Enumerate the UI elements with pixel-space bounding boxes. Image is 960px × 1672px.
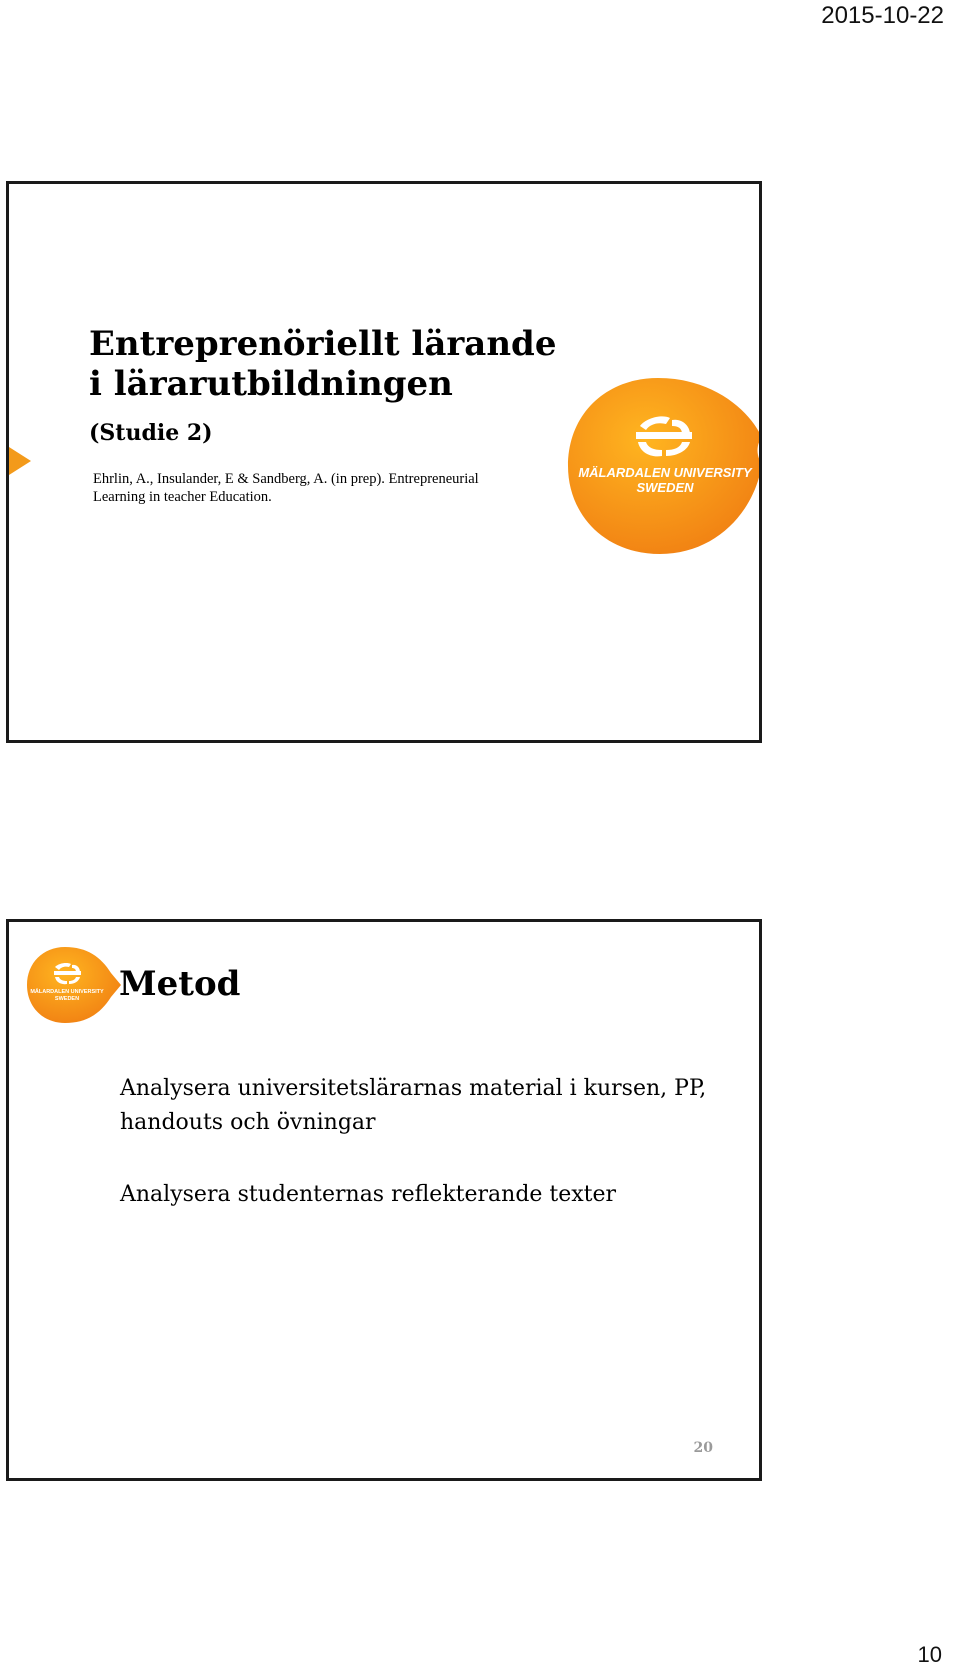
logo-small-text-line1: MÄLARDALEN UNIVERSITY <box>30 989 104 995</box>
logo-text-line1: MÄLARDALEN UNIVERSITY <box>578 465 752 480</box>
slide-number: 20 <box>693 1440 713 1456</box>
slide-2-title: Metod <box>119 964 241 1004</box>
edge-arrow-icon <box>9 447 31 475</box>
slide-1-title: Entreprenöriellt lärande i lärarutbildningen <box>89 324 557 404</box>
university-logo-icon <box>566 374 762 556</box>
slide-2 <box>6 919 762 1481</box>
page-date: 2015-10-22 <box>821 2 944 29</box>
page-number: 10 <box>917 1642 942 1667</box>
slide-1 <box>6 181 762 743</box>
slide-2-paragraph: Analysera universitetslärarnas material i kursen, PP, handouts och övningar <box>120 1076 707 1135</box>
university-logo-small-icon <box>25 945 121 1025</box>
slide-1-citation: Ehrlin, A., Insulander, E & Sandberg, A. (in prep). Entrepreneurial Learning in teacher Education. <box>93 471 479 505</box>
slide-2-paragraph: Analysera studenternas reflekterande texter <box>120 1182 617 1207</box>
slide-1-subtitle: (Studie 2) <box>89 420 213 446</box>
slide-2-body <box>120 1072 740 1250</box>
logo-text-line2: SWEDEN <box>636 480 694 495</box>
slide-1-title-block <box>89 324 559 506</box>
logo-small-text-line2: SWEDEN <box>54 996 80 1002</box>
